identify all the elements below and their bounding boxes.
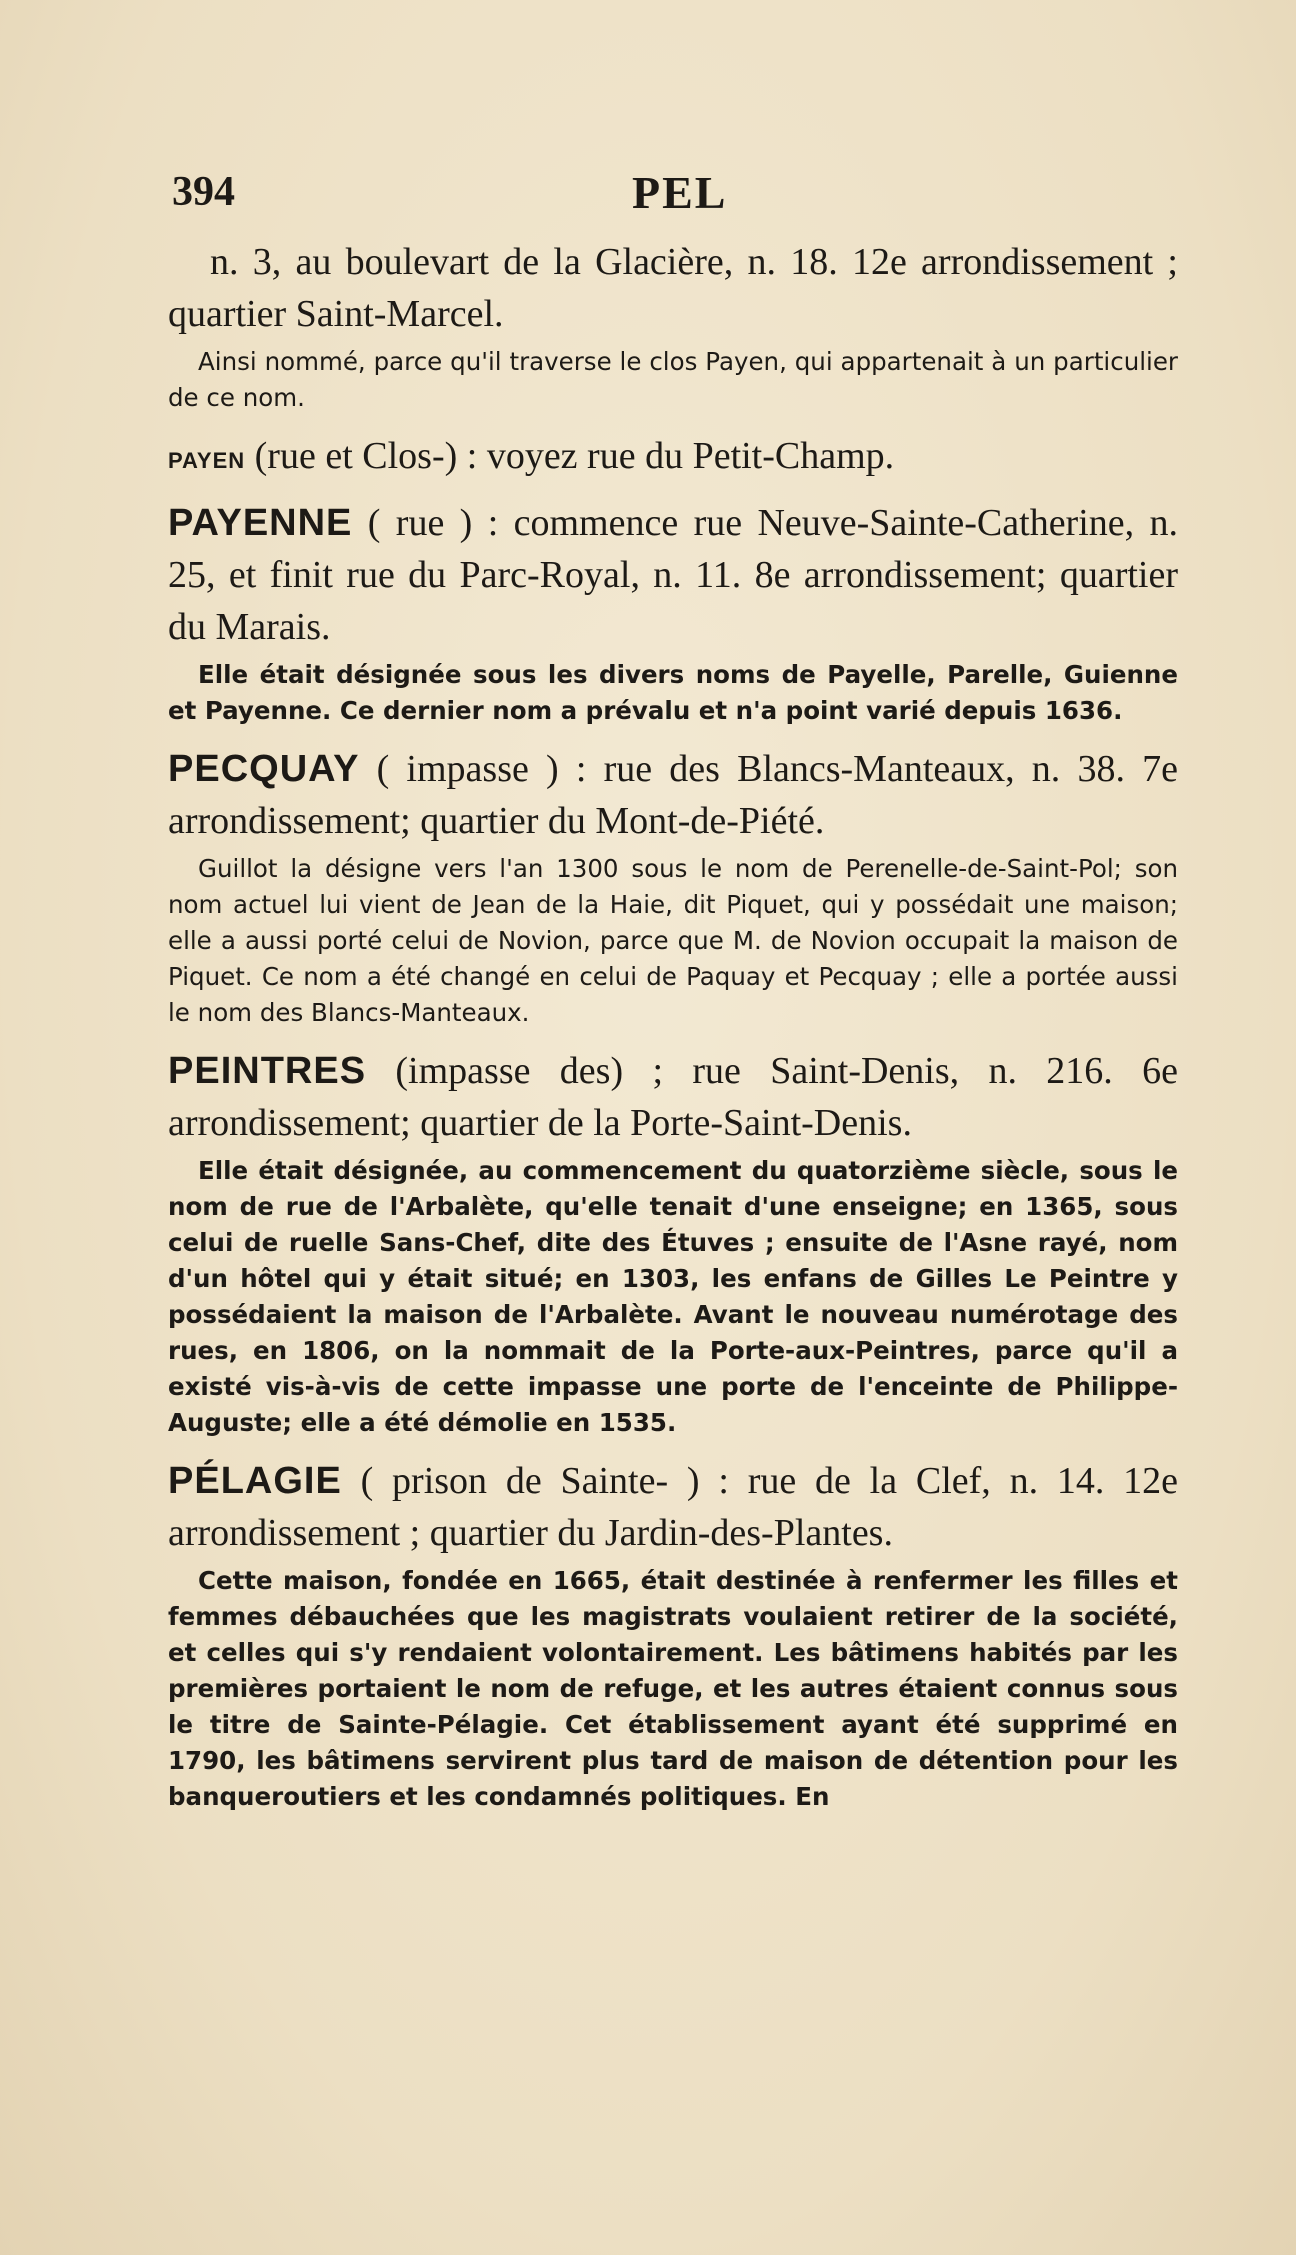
headword-payen: PAYEN [168,448,246,473]
entry-pecquay [168,743,1178,847]
entry-peintres-lead: (impasse des) ; rue Saint-Denis, n. 216. 6e arrondissement; quartier de la Porte-Saint-Denis. [168,1050,1178,1144]
entry-payenne [168,497,1178,653]
entry-peintres [168,1045,1178,1149]
entry-peintres-note: Elle était désignée, au commencement du quatorzième siècle, sous le nom de rue de l'Arbalète, qu'elle tenait d'une enseigne; en 1365, sous celui de ruelle Sans-Chef, dite des Étuves ; ensuite de l'Asne rayé, nom d'un hôtel qui y était situé; en 1303, les enfans de Gilles Le Peintre y possédaient la maison de l'Arbalète. Avant le nouveau numérotage des rues, en 1806, on la nommait de la Porte-aux-Peintres, parce qu'il a existé vis-à-vis de cette impasse une porte de l'enceinte de Philippe-Auguste; elle a été démolie en 1535. [168,1156,1178,1437]
headword-payenne: PAYENNE [168,502,353,544]
entry-pelagie-note: Cette maison, fondée en 1665, était destinée à renfermer les filles et femmes débauchées que les magistrats voulaient retirer de la société, et celles qui s'y rendaient volontairement. Les bâtimens habités par les premières portaient le nom de refuge, et les autres étaient connus sous le titre de Sainte-Pélagie. Cet établissement ayant été supprimé en 1790, les bâtimens servirent plus tard de maison de détention pour les banqueroutiers et les condamnés politiques. En [168,1566,1178,1811]
entry-payenne-note: Elle était désignée sous les divers noms de Payelle, Parelle, Guienne et Payenne. Ce dernier nom a prévalu et n'a point varié depuis 1636. [168,660,1178,725]
entry-pelagie-lead: ( prison de Sainte- ) : rue de la Clef, n. 14. 12e arrondissement ; quartier du Jardin-des-Plantes. [168,1460,1179,1554]
headword-pecquay: PECQUAY [168,748,360,790]
entry-pelagie [168,1455,1178,1559]
entry-pecquay-note: Guillot la désigne vers l'an 1300 sous le nom de Perenelle-de-Saint-Pol; son nom actuel lui vient de Jean de la Haie, dit Piquet, qui y possédait une maison; elle a aussi porté celui de Novion, parce que M. de Novion occupait la maison de Piquet. Ce nom a été changé en celui de Paquay et Pecquay ; elle a portée aussi le nom des Blancs-Manteaux. [168,854,1178,1027]
running-head: PEL [632,167,728,218]
entry-payen [168,430,1178,487]
page-number: 394 [172,169,235,215]
entry-cont-note: Ainsi nommé, parce qu'il traverse le clos Payen, qui appartenait à un particulier de ce nom. [168,347,1178,412]
page-content [168,236,1178,1829]
headword-peintres: PEINTRES [168,1050,367,1092]
entry-payenne-lead: ( rue ) : commence rue Neuve-Sainte-Catherine, n. 25, et finit rue du Parc-Royal, n. 11. 8e arrondissement; quartier du Marais. [168,502,1179,648]
page-header [172,168,1122,224]
entry-cont-lead: n. 3, au boulevart de la Glacière, n. 18. 12e arrondissement ; quartier Saint-Marcel. [168,241,1178,335]
entry-payen-lead: (rue et Clos-) : voyez rue du Petit-Champ. [254,435,895,477]
headword-pelagie: PÉLAGIE [168,1460,342,1502]
entry-pecquay-lead: ( impasse ) : rue des Blancs-Manteaux, n. 38. 7e arrondissement; quartier du Mont-de-Piété. [168,748,1178,842]
